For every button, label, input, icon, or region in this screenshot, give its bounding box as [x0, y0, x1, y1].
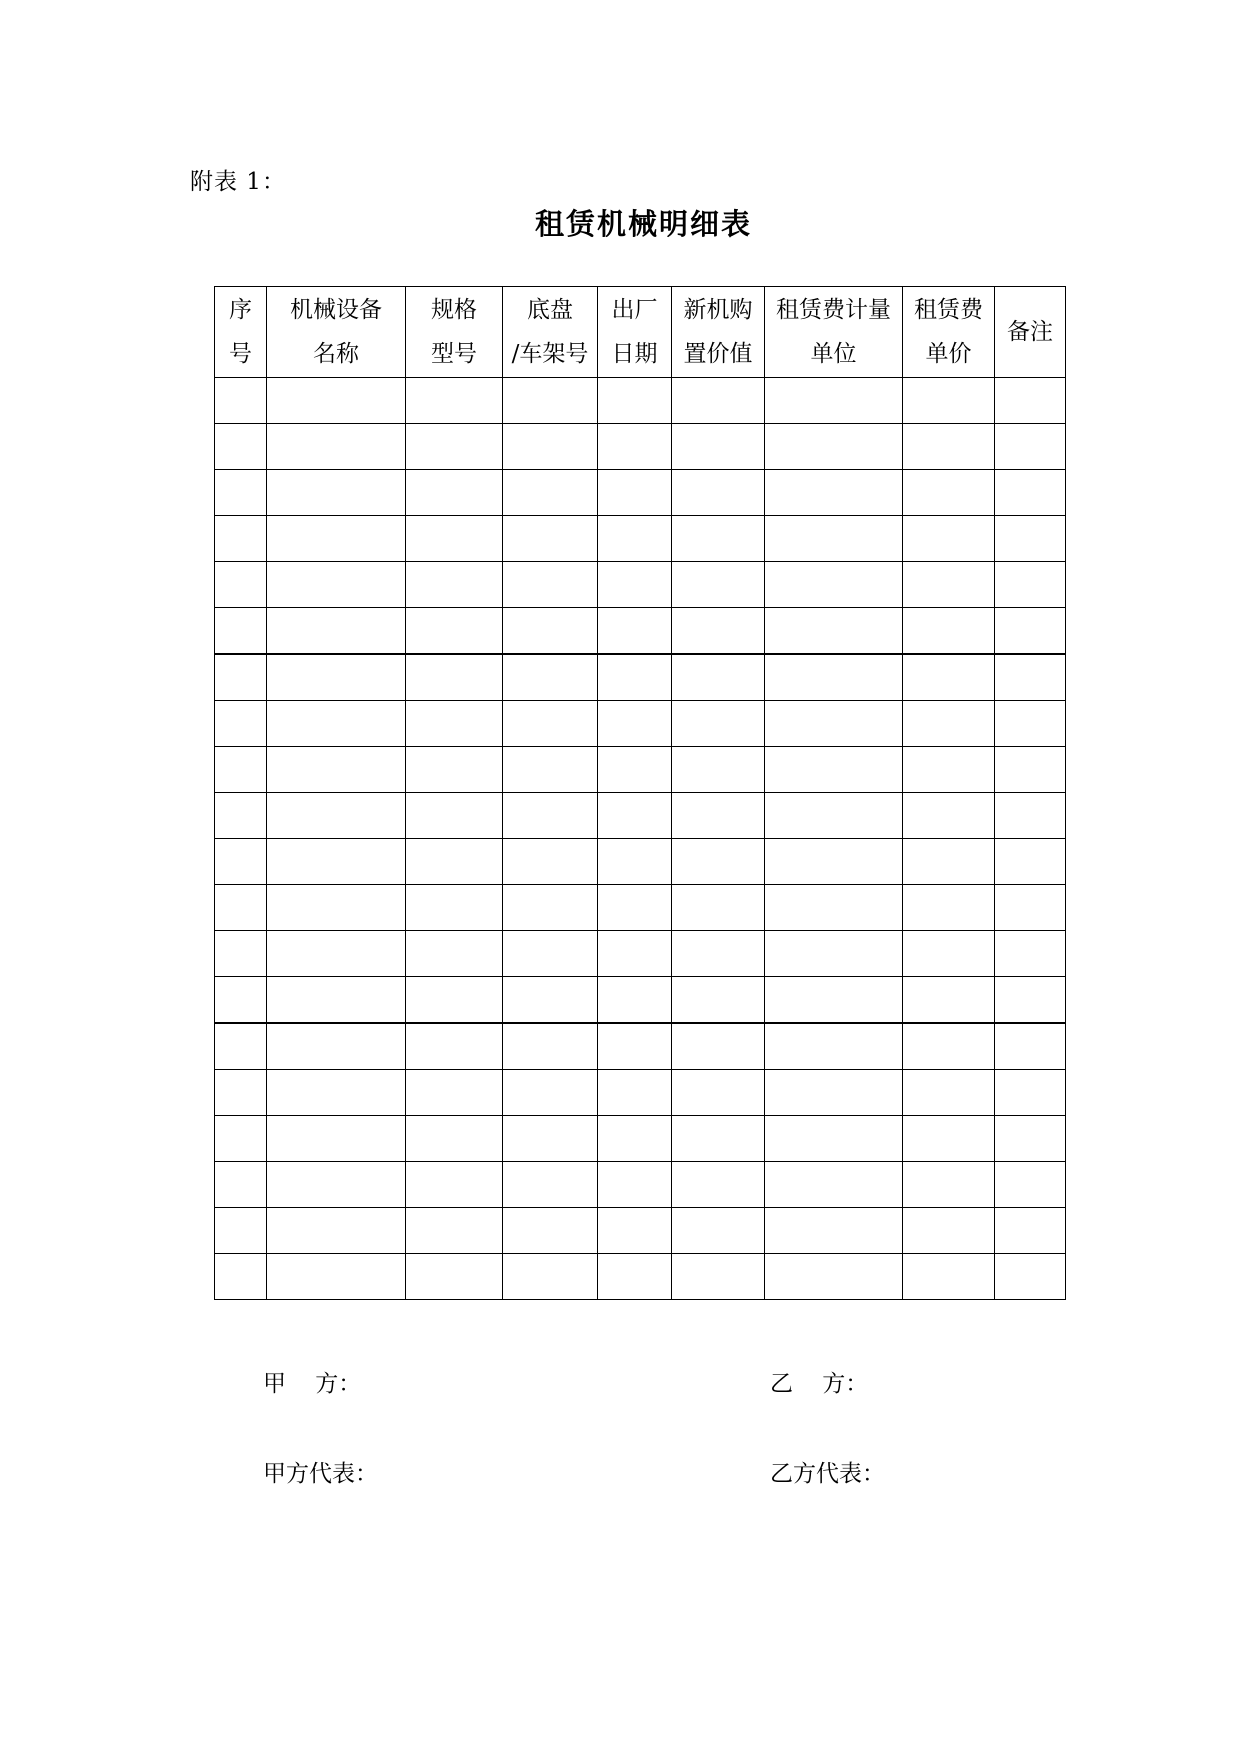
table-cell[interactable]	[598, 1070, 672, 1116]
header-remarks: 备注	[995, 287, 1066, 378]
table-cell[interactable]	[903, 1116, 995, 1162]
header-spec-model: 规格 型号	[406, 287, 503, 378]
table-cell[interactable]	[215, 701, 267, 747]
table-cell[interactable]	[995, 516, 1066, 562]
table-cell[interactable]	[672, 1070, 765, 1116]
table-cell[interactable]	[995, 1254, 1066, 1300]
table-cell[interactable]	[765, 885, 903, 931]
table-cell[interactable]	[267, 793, 406, 839]
table-cell[interactable]	[995, 1070, 1066, 1116]
table-cell[interactable]	[672, 608, 765, 655]
table-cell[interactable]	[765, 793, 903, 839]
table-cell[interactable]	[995, 747, 1066, 793]
table-cell[interactable]	[503, 885, 598, 931]
table-row	[215, 424, 1066, 470]
table-cell[interactable]	[672, 654, 765, 701]
table-cell[interactable]	[406, 977, 503, 1024]
table-cell[interactable]	[503, 470, 598, 516]
table-row	[215, 1023, 1066, 1070]
table-cell[interactable]	[267, 885, 406, 931]
table-cell[interactable]	[406, 470, 503, 516]
table-cell[interactable]	[765, 1023, 903, 1070]
table-cell[interactable]	[995, 424, 1066, 470]
table-cell[interactable]	[903, 1208, 995, 1254]
table-cell[interactable]	[503, 608, 598, 655]
table-cell[interactable]	[215, 378, 267, 424]
party-b-label: 乙 方：	[770, 1371, 869, 1397]
header-chassis-number: 底盘 /车架号	[503, 287, 598, 378]
table-cell[interactable]	[903, 470, 995, 516]
table-cell[interactable]	[406, 1208, 503, 1254]
table-cell[interactable]	[995, 608, 1066, 655]
table-cell[interactable]	[598, 1162, 672, 1208]
table-cell[interactable]	[503, 931, 598, 977]
table-cell[interactable]	[995, 1162, 1066, 1208]
table-cell[interactable]	[672, 1208, 765, 1254]
table-cell[interactable]	[995, 1116, 1066, 1162]
table-row	[215, 747, 1066, 793]
table-cell[interactable]	[406, 747, 503, 793]
table-cell[interactable]	[503, 839, 598, 885]
table-cell[interactable]	[765, 378, 903, 424]
table-cell[interactable]	[406, 839, 503, 885]
table-cell[interactable]	[903, 1070, 995, 1116]
table-cell[interactable]	[765, 562, 903, 608]
table-cell[interactable]	[503, 747, 598, 793]
table-cell[interactable]	[995, 931, 1066, 977]
table-cell[interactable]	[406, 701, 503, 747]
table-cell[interactable]	[672, 1254, 765, 1300]
table-cell[interactable]	[903, 839, 995, 885]
table-cell[interactable]	[995, 1208, 1066, 1254]
table-cell[interactable]	[267, 654, 406, 701]
table-cell[interactable]	[995, 839, 1066, 885]
table-cell[interactable]	[903, 1254, 995, 1300]
table-cell[interactable]	[598, 1023, 672, 1070]
table-cell[interactable]	[598, 1116, 672, 1162]
table-cell[interactable]	[995, 977, 1066, 1024]
header-rental-price: 租赁费 单价	[903, 287, 995, 378]
table-cell[interactable]	[903, 977, 995, 1024]
table-cell[interactable]	[267, 516, 406, 562]
table-cell[interactable]	[503, 516, 598, 562]
table-cell[interactable]	[903, 424, 995, 470]
table-cell[interactable]	[672, 1023, 765, 1070]
party-a-representative-label: 甲方代表：	[263, 1461, 378, 1487]
table-cell[interactable]	[598, 1254, 672, 1300]
table-cell[interactable]	[598, 793, 672, 839]
table-cell[interactable]	[765, 1070, 903, 1116]
table-cell[interactable]	[267, 1116, 406, 1162]
table-row	[215, 562, 1066, 608]
table-body	[215, 378, 1066, 1300]
table-cell[interactable]	[503, 1023, 598, 1070]
header-serial-number: 序 号	[215, 287, 267, 378]
table-cell[interactable]	[406, 931, 503, 977]
table-cell[interactable]	[995, 654, 1066, 701]
table-cell[interactable]	[765, 747, 903, 793]
table-cell[interactable]	[406, 516, 503, 562]
table-cell[interactable]	[672, 793, 765, 839]
appendix-label: 附表 1：	[190, 169, 286, 195]
table-cell[interactable]	[598, 378, 672, 424]
table-cell[interactable]	[267, 470, 406, 516]
table-cell[interactable]	[267, 1254, 406, 1300]
table-cell[interactable]	[406, 1116, 503, 1162]
table-row	[215, 1116, 1066, 1162]
table-cell[interactable]	[503, 977, 598, 1024]
table-cell[interactable]	[503, 1116, 598, 1162]
table-cell[interactable]	[672, 701, 765, 747]
table-cell[interactable]	[903, 701, 995, 747]
header-manufacture-date: 出厂 日期	[598, 287, 672, 378]
table-cell[interactable]	[765, 977, 903, 1024]
table-cell[interactable]	[406, 424, 503, 470]
table-cell[interactable]	[598, 470, 672, 516]
table-row	[215, 1070, 1066, 1116]
table-row	[215, 470, 1066, 516]
table-cell[interactable]	[503, 701, 598, 747]
table-cell[interactable]	[267, 1208, 406, 1254]
table-cell[interactable]	[406, 378, 503, 424]
table-cell[interactable]	[215, 1070, 267, 1116]
table-cell[interactable]	[267, 1070, 406, 1116]
table-row	[215, 378, 1066, 424]
table-cell[interactable]	[215, 1116, 267, 1162]
table-cell[interactable]	[267, 839, 406, 885]
table-cell[interactable]	[267, 608, 406, 655]
table-cell[interactable]	[995, 378, 1066, 424]
table-cell[interactable]	[598, 424, 672, 470]
table-cell[interactable]	[503, 562, 598, 608]
table-cell[interactable]	[995, 470, 1066, 516]
table-cell[interactable]	[503, 424, 598, 470]
table-cell[interactable]	[215, 424, 267, 470]
table-cell[interactable]	[215, 562, 267, 608]
table-row	[215, 1208, 1066, 1254]
table-cell[interactable]	[995, 885, 1066, 931]
table-cell[interactable]	[267, 701, 406, 747]
table-cell[interactable]	[672, 516, 765, 562]
table-cell[interactable]	[215, 747, 267, 793]
table-cell[interactable]	[765, 1208, 903, 1254]
table-cell[interactable]	[215, 977, 267, 1024]
table-cell[interactable]	[672, 839, 765, 885]
table-cell[interactable]	[406, 793, 503, 839]
table-cell[interactable]	[598, 701, 672, 747]
table-cell[interactable]	[267, 1162, 406, 1208]
table-cell[interactable]	[672, 1162, 765, 1208]
table-cell[interactable]	[267, 1023, 406, 1070]
table-cell[interactable]	[765, 516, 903, 562]
table-cell[interactable]	[598, 516, 672, 562]
table-cell[interactable]	[598, 839, 672, 885]
table-cell[interactable]	[672, 1116, 765, 1162]
table-cell[interactable]	[598, 747, 672, 793]
table-cell[interactable]	[765, 1254, 903, 1300]
table-cell[interactable]	[215, 1023, 267, 1070]
table-cell[interactable]	[503, 1070, 598, 1116]
table-cell[interactable]	[598, 977, 672, 1024]
table-cell[interactable]	[406, 562, 503, 608]
table-cell[interactable]	[903, 931, 995, 977]
table-row	[215, 654, 1066, 701]
table-cell[interactable]	[903, 378, 995, 424]
table-cell[interactable]	[215, 793, 267, 839]
table-cell[interactable]	[903, 1023, 995, 1070]
party-a-label: 甲 方：	[263, 1371, 362, 1397]
table-cell[interactable]	[503, 1162, 598, 1208]
table-row	[215, 1254, 1066, 1300]
header-purchase-value: 新机购 置价值	[672, 287, 765, 378]
table-cell[interactable]	[267, 378, 406, 424]
table-cell[interactable]	[672, 378, 765, 424]
table-cell[interactable]	[903, 793, 995, 839]
table-cell[interactable]	[903, 654, 995, 701]
table-cell[interactable]	[995, 1023, 1066, 1070]
table-cell[interactable]	[903, 562, 995, 608]
table-cell[interactable]	[215, 1254, 267, 1300]
table-cell[interactable]	[406, 654, 503, 701]
table-cell[interactable]	[598, 931, 672, 977]
table-cell[interactable]	[765, 470, 903, 516]
table-row	[215, 608, 1066, 655]
table-cell[interactable]	[215, 885, 267, 931]
table-cell[interactable]	[503, 793, 598, 839]
table-cell[interactable]	[267, 977, 406, 1024]
table-row	[215, 885, 1066, 931]
table-cell[interactable]	[995, 701, 1066, 747]
table-cell[interactable]	[215, 931, 267, 977]
table-cell[interactable]	[406, 1162, 503, 1208]
table-row	[215, 839, 1066, 885]
table-cell[interactable]	[406, 1023, 503, 1070]
table-cell[interactable]	[406, 1070, 503, 1116]
table-cell[interactable]	[765, 931, 903, 977]
table-cell[interactable]	[215, 1208, 267, 1254]
table-cell[interactable]	[672, 562, 765, 608]
table-cell[interactable]	[215, 608, 267, 655]
table-row	[215, 516, 1066, 562]
table-cell[interactable]	[215, 470, 267, 516]
table-cell[interactable]	[765, 1116, 903, 1162]
table-cell[interactable]	[267, 562, 406, 608]
table-cell[interactable]	[215, 654, 267, 701]
header-rental-unit: 租赁费计量 单位	[765, 287, 903, 378]
table-cell[interactable]	[903, 608, 995, 655]
table-cell[interactable]	[503, 1254, 598, 1300]
table-cell[interactable]	[406, 1254, 503, 1300]
table-cell[interactable]	[672, 977, 765, 1024]
table-cell[interactable]	[672, 885, 765, 931]
table-cell[interactable]	[267, 424, 406, 470]
table-cell[interactable]	[215, 516, 267, 562]
table-cell[interactable]	[503, 378, 598, 424]
header-equipment-name: 机械设备 名称	[267, 287, 406, 378]
table-cell[interactable]	[267, 747, 406, 793]
table-cell[interactable]	[903, 885, 995, 931]
table-cell[interactable]	[598, 654, 672, 701]
table-cell[interactable]	[765, 608, 903, 655]
table-cell[interactable]	[215, 1162, 267, 1208]
table-row	[215, 793, 1066, 839]
table-cell[interactable]	[672, 424, 765, 470]
table-row	[215, 701, 1066, 747]
table-cell[interactable]	[903, 1162, 995, 1208]
table-cell[interactable]	[672, 747, 765, 793]
table-cell[interactable]	[406, 608, 503, 655]
table-cell[interactable]	[765, 839, 903, 885]
table-row	[215, 931, 1066, 977]
table-cell[interactable]	[995, 562, 1066, 608]
table-cell[interactable]	[672, 931, 765, 977]
table-row	[215, 977, 1066, 1024]
table-cell[interactable]	[903, 747, 995, 793]
table-cell[interactable]	[598, 1208, 672, 1254]
table-cell[interactable]	[406, 885, 503, 931]
table-cell[interactable]	[672, 470, 765, 516]
table-cell[interactable]	[598, 885, 672, 931]
table-cell[interactable]	[765, 1162, 903, 1208]
table-cell[interactable]	[267, 931, 406, 977]
table-cell[interactable]	[503, 1208, 598, 1254]
table-cell[interactable]	[215, 839, 267, 885]
equipment-detail-table	[214, 286, 1066, 1300]
table-cell[interactable]	[503, 654, 598, 701]
page-title: 租赁机械明细表	[534, 207, 752, 241]
table-cell[interactable]	[765, 424, 903, 470]
table-cell[interactable]	[765, 701, 903, 747]
table-cell[interactable]	[598, 608, 672, 655]
party-b-representative-label: 乙方代表：	[770, 1461, 885, 1487]
table-cell[interactable]	[598, 562, 672, 608]
table-cell[interactable]	[903, 516, 995, 562]
table-row	[215, 1162, 1066, 1208]
table-header-row	[215, 287, 1066, 378]
table-cell[interactable]	[995, 793, 1066, 839]
table-cell[interactable]	[765, 654, 903, 701]
